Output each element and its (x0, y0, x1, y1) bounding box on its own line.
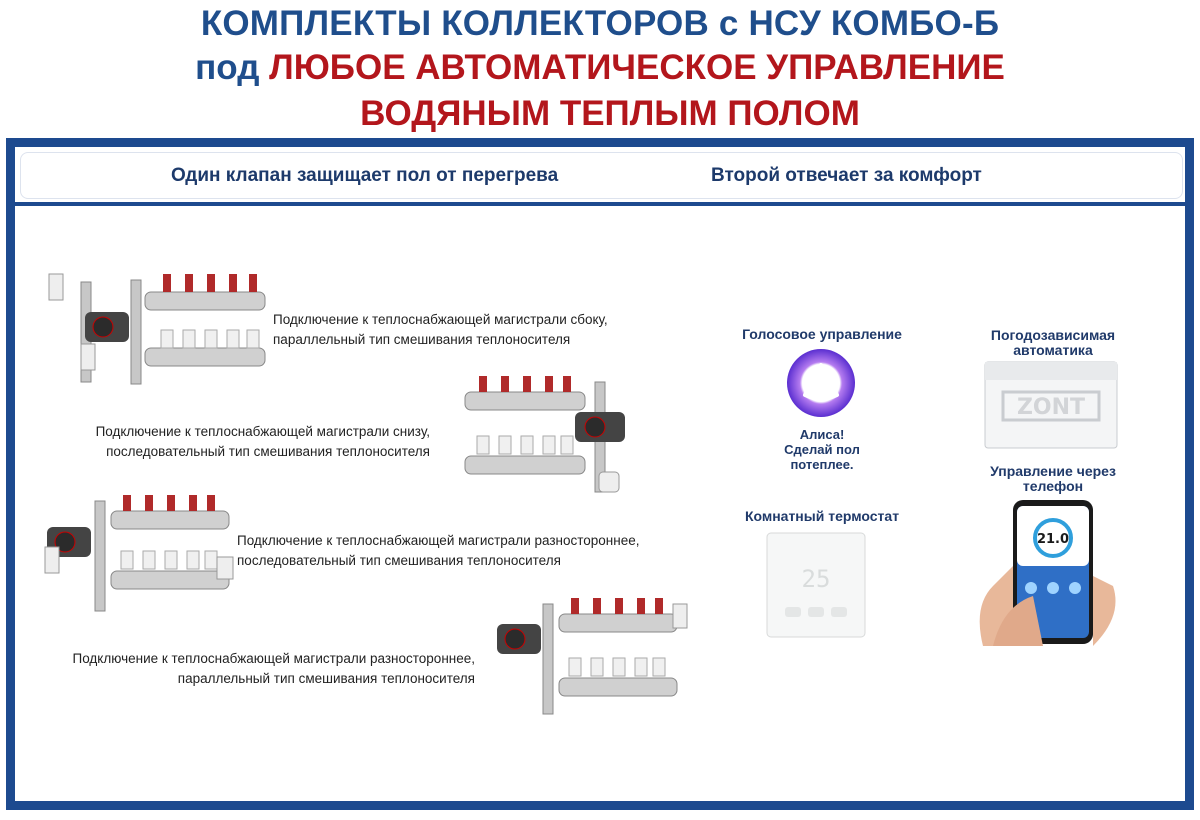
title-line-2 (0, 48, 1200, 88)
caption-opposite-parallel-line-1: Подключение к теплоснабжающей магистрали разностороннее, (72, 651, 475, 666)
caption-opposite-series-line-2: последовательный тип смешивания теплоносителя (237, 553, 561, 568)
caption-bottom-line-1: Подключение к теплоснабжающей магистрали снизу, (95, 424, 430, 439)
smartphone-in-hand (973, 496, 1133, 646)
phone-control-title-line-1: Управление через (990, 463, 1116, 479)
caption-opposite-parallel (35, 649, 475, 689)
weather-automation-title (953, 328, 1153, 358)
title-prefix: под (195, 48, 260, 87)
title-line-1: КОМПЛЕКТЫ КОЛЛЕКТОРОВ с НСУ КОМБО-Б (200, 4, 1000, 43)
caption-side-line-1: Подключение к теплоснабжающей магистрали сбоку, (273, 312, 608, 327)
title-line-3: ВОДЯНЫМ ТЕПЛЫМ ПОЛОМ (360, 94, 860, 133)
voice-control-title: Голосовое управление (742, 326, 902, 342)
phone-temperature-display: 21.0 (1036, 532, 1070, 547)
zont-controller-device (981, 358, 1121, 452)
thermostat-device (765, 531, 867, 639)
voice-control-card (715, 315, 929, 485)
manifold-image-opposite-series (37, 487, 247, 617)
alisa-line-3: потеплее. (790, 457, 854, 472)
alisa-line-2: Сделай пол (784, 442, 860, 457)
caption-side-line-2: параллельный тип смешивания теплоносителя (273, 332, 571, 347)
manifold-image-bottom (455, 372, 655, 502)
weather-automation-title-line-1: Погодозависимая (990, 327, 1116, 343)
caption-opposite-series-line-1: Подключение к теплоснабжающей магистрали разностороннее, (237, 533, 640, 548)
alisa-line-1: Алиса! (799, 427, 845, 442)
room-thermostat-card (715, 495, 929, 645)
content-frame (6, 138, 1194, 810)
room-thermostat-title: Комнатный термостат (744, 508, 900, 524)
phone-control-title-line-2: телефон (1022, 478, 1084, 494)
header (0, 0, 1200, 136)
weather-automation-title-line-2: автоматика (1013, 342, 1093, 358)
thermostat-display: 25 (801, 565, 831, 593)
manifold-image-opposite-parallel (483, 594, 695, 724)
alisa-phrase (715, 427, 929, 472)
caption-bottom-line-2: последовательный тип смешивания теплоносителя (106, 444, 430, 459)
caption-opposite-parallel-line-2: параллельный тип смешивания теплоносителя (177, 671, 475, 686)
title-highlight: ЛЮБОЕ АВТОМАТИЧЕСКОЕ УПРАВЛЕНИЕ (269, 48, 1005, 87)
caption-bottom (65, 422, 430, 462)
caption-opposite-series (237, 531, 639, 571)
banner-right-text: Второй отвечает за комфорт (711, 165, 982, 186)
phone-control-title (953, 464, 1153, 494)
alisa-logo-icon (785, 347, 857, 419)
banner (20, 152, 1183, 199)
banner-divider (15, 202, 1185, 206)
zont-logo-text: ZONT (1016, 395, 1086, 420)
banner-left-text: Один клапан защищает пол от перегрева (171, 165, 559, 186)
weather-automation-card (953, 312, 1153, 452)
phone-control-card (953, 462, 1153, 652)
manifold-image-side (45, 252, 267, 392)
caption-side (273, 310, 608, 350)
